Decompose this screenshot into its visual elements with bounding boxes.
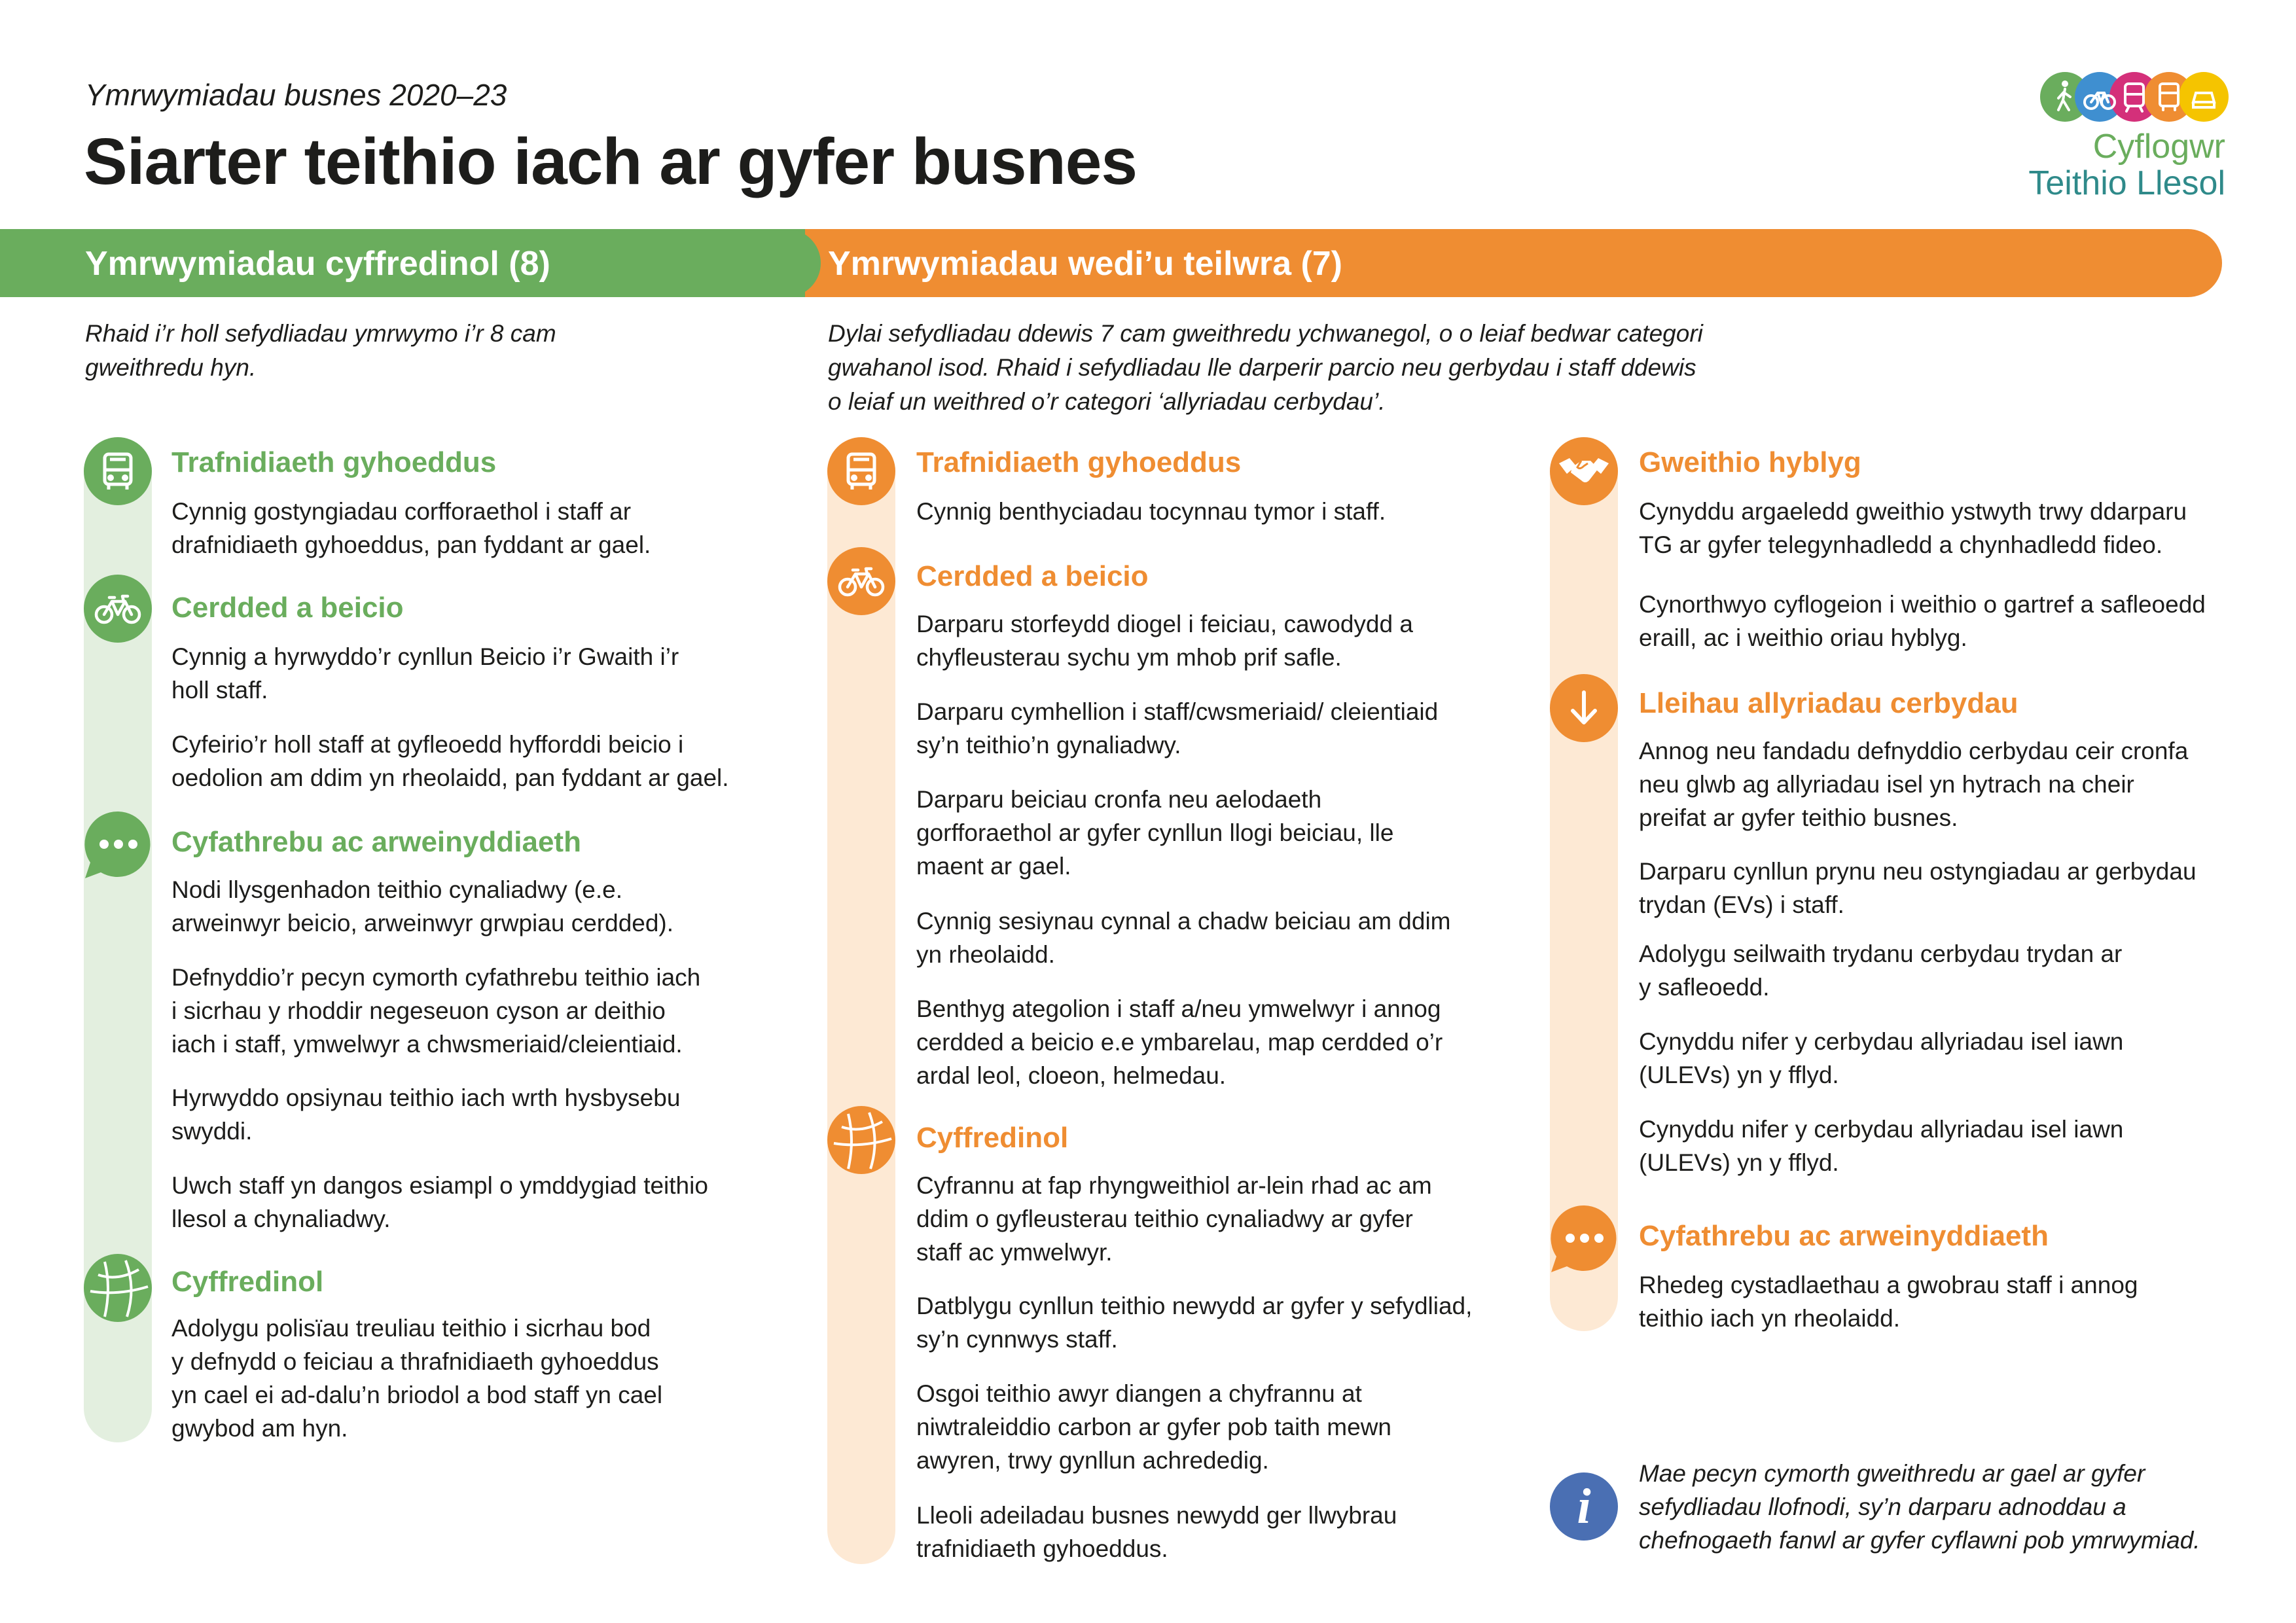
general-para: Defnyddio’r pecyn cymorth cyfathrebu teithio iach i sicrhau y rhoddir negeseuon cyson ar deithio iach i staff, ymwelwyr a chwsmeriaid/cleientiaid. bbox=[171, 964, 701, 1058]
general-para: Adolygu polisïau treuliau teithio i sicrhau bod y defnydd o feiciau a thrafnidiaeth gyhoeddus yn cael ei ad-dalu’n briodol a bod staff yn cael gwybod am hyn. bbox=[171, 1315, 663, 1442]
tailored-para: Cynyddu nifer y cerbydau allyriadau isel iawn (ULEVs) yn y fflyd. bbox=[1639, 1028, 2124, 1088]
document-title: Siarter teithio iach ar gyfer busnes bbox=[84, 125, 1137, 198]
car-icon bbox=[2179, 72, 2229, 122]
tailored-para: Cynyddu argaeledd gweithio ystwyth trwy ddarparu TG ar gyfer telegynhadledd a chynhadledd fideo. bbox=[1639, 498, 2187, 558]
general-para: Hyrwyddo opsiynau teithio iach wrth hysbysebu swyddi. bbox=[171, 1084, 681, 1145]
info-note: Mae pecyn cymorth gweithredu ar gael ar gyfer sefydliadau llofnodi, sy’n darparu adnoddau a chefnogaeth fanwl ar gyfer cyflawni pob ymrwymiad. bbox=[1639, 1460, 2200, 1554]
speech-bubble-icon bbox=[82, 809, 154, 881]
tailored-para: Rhedeg cystadlaethau a gwobrau staff i annog teithio iach yn rheolaidd. bbox=[1639, 1272, 2138, 1332]
down-arrow-icon bbox=[1550, 674, 1618, 742]
logo-line-2: Teithio Llesol bbox=[2028, 164, 2225, 202]
tailored-para: Benthyg ategolion i staff a/neu ymwelwyr i annog cerdded a beicio e.e ymbarelau, map cerdded o’r ardal leol, cloeon, helmedau. bbox=[916, 995, 1443, 1089]
tailored-heading-vehicle-emissions: Lleihau allyriadau cerbydau bbox=[1639, 687, 2018, 719]
general-heading-communication: Cyfathrebu ac arweinyddiaeth bbox=[171, 826, 581, 858]
tailored-para: Cynyddu nifer y cerbydau allyriadau isel iawn (ULEVs) yn y fflyd. bbox=[1639, 1116, 2124, 1176]
tailored-heading-general: Cyffredinol bbox=[916, 1122, 1069, 1154]
general-intro: Rhaid i’r holl sefydliadau ymrwymo i’r 8 cam gweithredu hyn. bbox=[85, 320, 556, 381]
general-para: Cyfeirio’r holl staff at gyfleoedd hyfforddi beicio i oedolion am ddim yn rheolaidd, pan fyddant ar gael. bbox=[171, 731, 729, 791]
general-bar-label: Ymrwymiadau cyffredinol (8) bbox=[85, 245, 550, 283]
tailored-heading-flexible-working: Gweithio hyblyg bbox=[1639, 446, 1861, 478]
general-para: Cynnig a hyrwyddo’r cynllun Beicio i’r Gwaith i’r holl staff. bbox=[171, 643, 679, 704]
speech-bubble-icon bbox=[1549, 1203, 1621, 1275]
tailored-para: Cynorthwyo cyflogeion i weithio o gartref a safleoedd eraill, ac i weithio oriau hyblyg. bbox=[1639, 591, 2206, 651]
tailored-para: Adolygu seilwaith trydanu cerbydau trydan ar y safleoedd. bbox=[1639, 940, 2123, 1001]
tailored-para: Datblygu cynllun teithio newydd ar gyfer y sefydliad, sy’n cynnwys staff. bbox=[916, 1293, 1473, 1353]
info-icon: i bbox=[1550, 1472, 1618, 1541]
bicycle-icon bbox=[827, 547, 895, 615]
tailored-bar-label: Ymrwymiadau wedi’u teilwra (7) bbox=[828, 245, 1342, 283]
tailored-intro: Dylai sefydliadau ddewis 7 cam gweithredu ychwanegol, o o leiaf bedwar categori gwahanol isod. Rhaid i sefydliadau lle darperir parcio neu gerbydau i staff ddewis o leiaf un weithred o’r categori ‘allyriadau cerbydau’. bbox=[828, 320, 1703, 415]
bus-icon bbox=[827, 437, 895, 505]
logo-icons bbox=[2039, 71, 2229, 123]
bus-icon bbox=[84, 437, 152, 505]
tailored-para: Annog neu fandadu defnyddio cerbydau ceir cronfa neu glwb ag allyriadau isel yn hytrach na cheir preifat ar gyfer teithio busnes. bbox=[1639, 738, 2189, 831]
logo-line-1: Cyflogwr bbox=[2092, 128, 2225, 166]
globe-icon bbox=[827, 1106, 895, 1174]
general-heading-walking-cycling: Cerdded a beicio bbox=[171, 592, 404, 624]
general-heading-general: Cyffredinol bbox=[171, 1266, 324, 1298]
tailored-para: Darparu cymhellion i staff/cwsmeriaid/ cleientiaid sy’n teithio’n gynaliadwy. bbox=[916, 698, 1439, 758]
document-subtitle: Ymrwymiadau busnes 2020–23 bbox=[85, 78, 507, 112]
tailored-para: Darparu beiciau cronfa neu aelodaeth gorfforaethol ar gyfer cynllun llogi beiciau, lle maent ar gael. bbox=[916, 786, 1394, 880]
tailored-heading-walking-cycling: Cerdded a beicio bbox=[916, 560, 1149, 592]
globe-icon bbox=[84, 1254, 152, 1322]
tailored-para: Cynnig benthyciadau tocynnau tymor i staff. bbox=[916, 498, 1386, 525]
tailored-para: Cynnig sesiynau cynnal a chadw beiciau am ddim yn rheolaidd. bbox=[916, 908, 1451, 968]
tailored-heading-public-transport: Trafnidiaeth gyhoeddus bbox=[916, 446, 1242, 478]
tailored-heading-communication: Cyfathrebu ac arweinyddiaeth bbox=[1639, 1220, 2049, 1252]
tailored-para: Cyfrannu at fap rhyngweithiol ar-lein rhad ac am ddim o gyfleusterau teithio cynaliadwy ar gyfer staff ac ymwelwyr. bbox=[916, 1172, 1432, 1266]
bicycle-icon bbox=[84, 575, 152, 643]
general-heading-public-transport: Trafnidiaeth gyhoeddus bbox=[171, 446, 497, 478]
general-para: Cynnig gostyngiadau corfforaethol i staff ar drafnidiaeth gyhoeddus, pan fyddant ar gael. bbox=[171, 498, 651, 558]
tailored-timeline-2 bbox=[1550, 437, 1618, 1331]
tailored-para: Darparu cynllun prynu neu ostyngiadau ar gerbydau trydan (EVs) i staff. bbox=[1639, 858, 2197, 918]
general-para: Nodi llysgenhadon teithio cynaliadwy (e.e. arweinwyr beicio, arweinwyr grwpiau cerdded). bbox=[171, 876, 674, 936]
tailored-para: Darparu storfeydd diogel i feiciau, cawodydd a chyfleusterau sychu ym mhob prif safle. bbox=[916, 611, 1413, 671]
tailored-para: Lleoli adeiladau busnes newydd ger llwybrau trafnidiaeth gyhoeddus. bbox=[916, 1502, 1397, 1562]
handshake-icon bbox=[1550, 437, 1618, 505]
general-para: Uwch staff yn dangos esiampl o ymddygiad teithio llesol a chynaliadwy. bbox=[171, 1172, 708, 1232]
tailored-para: Osgoi teithio awyr diangen a chyfrannu at niwtraleiddio carbon ar gyfer pob taith mewn awyren, trwy gynllun achrededig. bbox=[916, 1380, 1391, 1474]
